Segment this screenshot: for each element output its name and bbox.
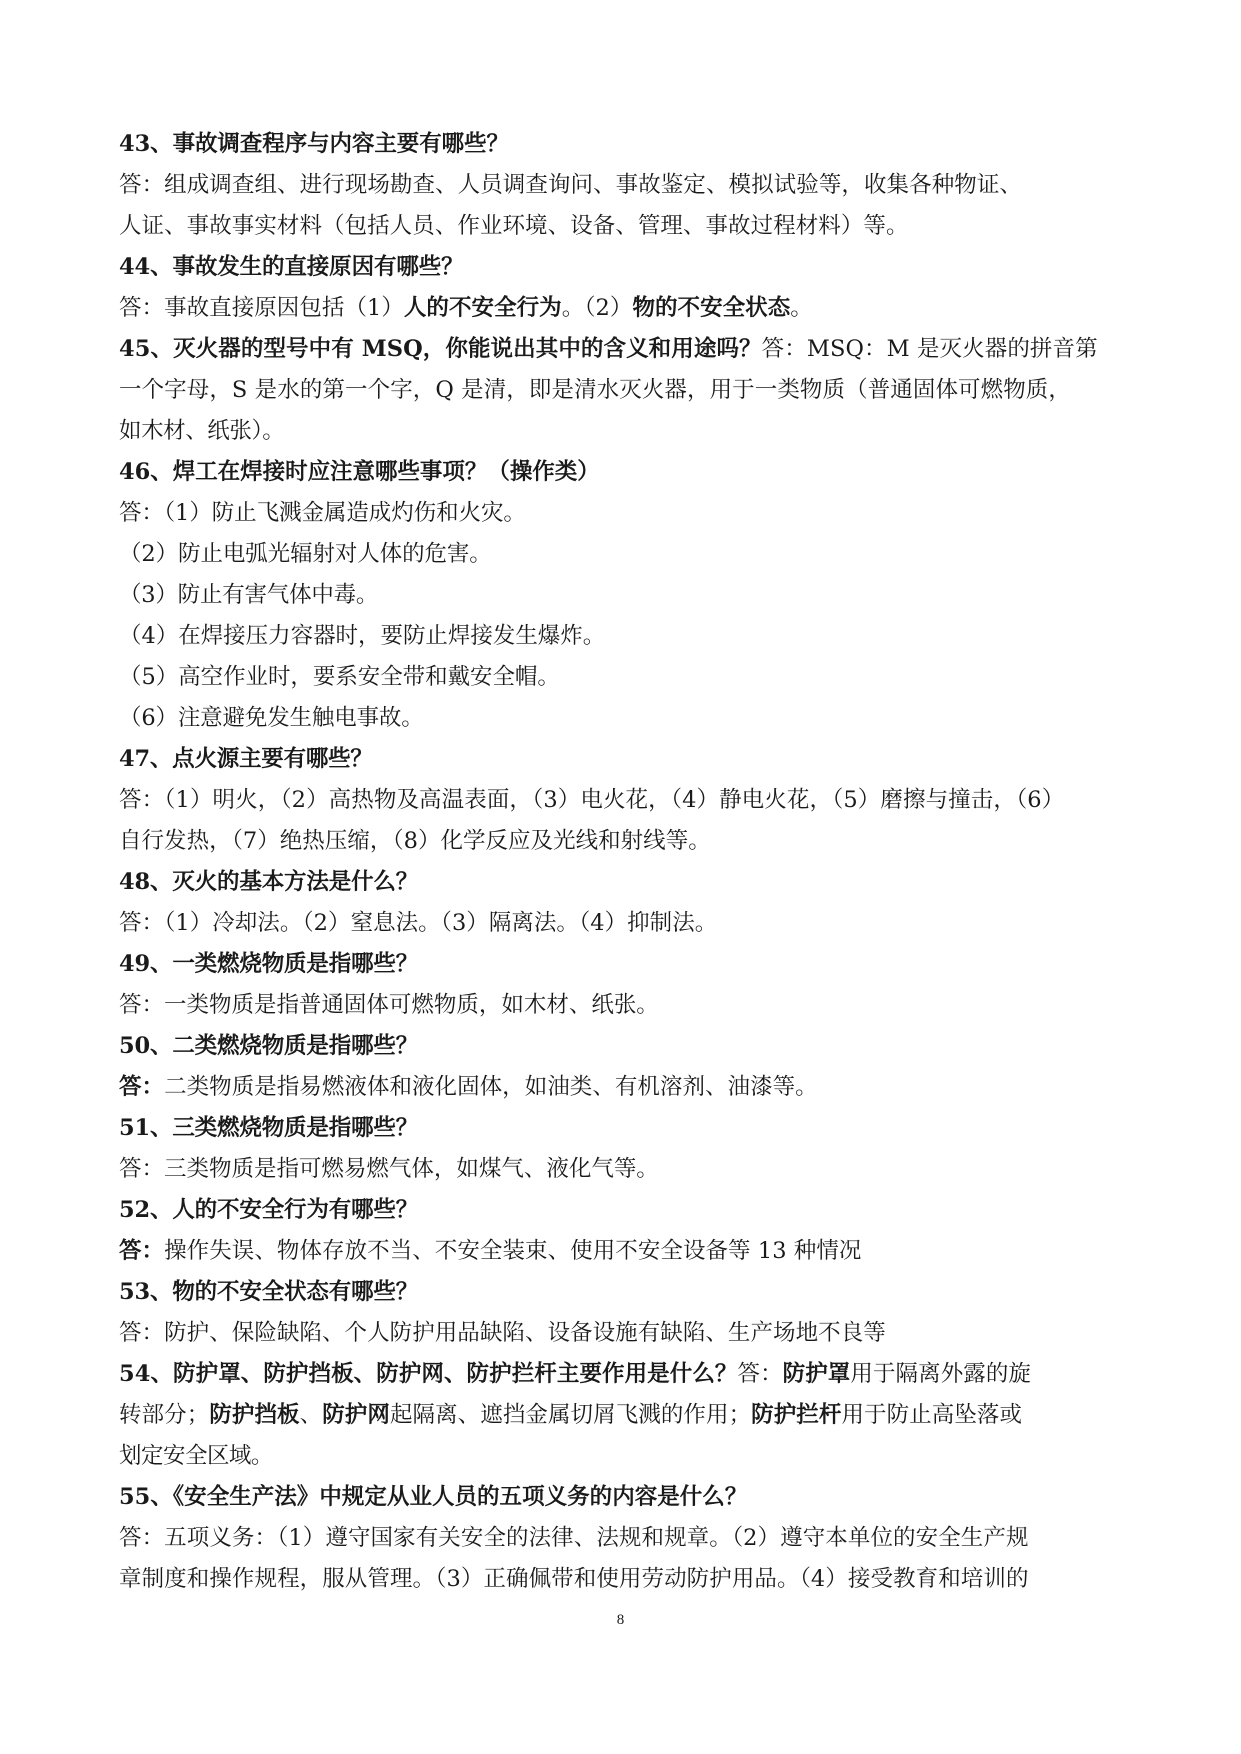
text-segment: 操作失误、物体存放不当、不安全装束、使用不安全设备等 13 种情况 — [164, 1238, 862, 1264]
bold-text-segment: 防护挡板 — [209, 1402, 300, 1428]
text-segment: （4）在焊接压力容器时，要防止焊接发生爆炸。 — [119, 623, 606, 649]
question-heading — [119, 1477, 1129, 1518]
text-segment: 起隔离、遮挡金属切屑飞溅的作用； — [389, 1402, 752, 1428]
question-heading — [119, 1190, 1129, 1231]
text-segment: 答：事故直接原因包括（1） — [119, 295, 404, 321]
answer-text-line — [119, 206, 1129, 247]
bold-text-segment: 43、事故调查程序与内容主要有哪些？ — [119, 131, 509, 157]
text-segment: 。 — [790, 295, 813, 321]
text-segment: 转部分； — [119, 1402, 210, 1428]
answer-text-line — [119, 288, 1129, 329]
answer-text-line — [119, 1395, 1129, 1436]
answer-text-line — [119, 534, 1129, 575]
question-heading — [119, 739, 1129, 780]
bold-text-segment: 防护网 — [322, 1402, 390, 1428]
text-segment: 。（2） — [561, 295, 633, 321]
text-segment: 用于隔离外露的旋 — [850, 1361, 1032, 1387]
answer-text-line — [119, 1559, 1129, 1600]
bold-text-segment: 45、灭火器的型号中有 MSQ，你能说出其中的含义和用途吗？ — [119, 336, 762, 362]
page-number: 8 — [616, 1612, 625, 1628]
bold-text-segment: 46、焊工在焊接时应注意哪些事项？（操作类） — [119, 459, 600, 485]
answer-text-line — [119, 903, 1129, 944]
answer-text-line — [119, 493, 1129, 534]
text-segment: （5）高空作业时，要系安全带和戴安全帽。 — [119, 664, 560, 690]
text-segment: 自行发热，（7）绝热压缩，（8）化学反应及光线和射线等。 — [119, 828, 711, 854]
text-segment: 二类物质是指易燃液体和液化固体，如油类、有机溶剂、油漆等。 — [164, 1074, 818, 1100]
bold-text-segment: 答： — [119, 1074, 165, 1100]
answer-text-line — [119, 1231, 1129, 1272]
bold-text-segment: 49、一类燃烧物质是指哪些？ — [119, 951, 419, 977]
bold-text-segment: 答： — [119, 1238, 165, 1264]
text-segment: 答： — [737, 1361, 783, 1387]
answer-text-line — [119, 1149, 1129, 1190]
bold-text-segment: 51、三类燃烧物质是指哪些？ — [119, 1115, 419, 1141]
question-heading — [119, 124, 1129, 165]
bold-text-segment: 52、人的不安全行为有哪些？ — [119, 1197, 419, 1223]
bold-text-segment: 55、《安全生产法》中规定从业人员的五项义务的内容是什么？ — [119, 1484, 748, 1510]
answer-text-line — [119, 1436, 1129, 1477]
question-heading — [119, 944, 1129, 985]
bold-text-segment: 物的不安全状态 — [632, 295, 791, 321]
answer-text-line — [119, 411, 1129, 452]
answer-text-line — [119, 370, 1129, 411]
answer-text-line — [119, 698, 1129, 739]
text-segment: 答：三类物质是指可燃易燃气体，如煤气、液化气等。 — [119, 1156, 659, 1182]
text-segment: 、 — [299, 1402, 323, 1428]
question-heading — [119, 1272, 1129, 1313]
text-segment: 答：五项义务：（1）遵守国家有关安全的法律、法规和规章。（2）遵守本单位的安全生产规 — [119, 1525, 1029, 1551]
answer-text-line — [119, 616, 1129, 657]
question-heading — [119, 247, 1129, 288]
question-heading — [119, 452, 1129, 493]
bold-text-segment: 47、点火源主要有哪些？ — [119, 746, 373, 772]
bold-text-segment: 50、二类燃烧物质是指哪些？ — [119, 1033, 419, 1059]
text-segment: 答：（1）防止飞溅金属造成灼伤和火灾。 — [119, 500, 526, 526]
bold-text-segment: 44、事故发生的直接原因有哪些？ — [119, 254, 464, 280]
bold-text-segment: 53、物的不安全状态有哪些？ — [119, 1279, 419, 1305]
answer-text-line — [119, 657, 1129, 698]
text-segment: 答：组成调查组、进行现场勘查、人员调查询问、事故鉴定、模拟试验等，收集各种物证、 — [119, 172, 1023, 198]
question-heading — [119, 1354, 1129, 1395]
document-body — [119, 124, 1129, 1600]
text-segment: 章制度和操作规程，服从管理。（3）正确佩带和使用劳动防护用品。（4）接受教育和培训的 — [119, 1566, 1029, 1592]
answer-text-line — [119, 1067, 1129, 1108]
text-segment: 一个字母，S 是水的第一个字，Q 是清，即是清水灭火器，用于一类物质（普通固体可燃物质， — [119, 377, 1071, 403]
answer-text-line — [119, 985, 1129, 1026]
bold-text-segment: 防护罩 — [782, 1361, 851, 1387]
text-segment: 答：（1）冷却法。（2）窒息法。（3）隔离法。（4）抑制法。 — [119, 910, 718, 936]
text-segment: 划定安全区域。 — [119, 1443, 273, 1469]
answer-text-line — [119, 575, 1129, 616]
text-segment: 答：一类物质是指普通固体可燃物质，如木材、纸张。 — [119, 992, 659, 1018]
text-segment: 答：防护、保险缺陷、个人防护用品缺陷、设备设施有缺陷、生产场地不良等 — [119, 1320, 886, 1346]
answer-text-line — [119, 1518, 1129, 1559]
text-segment: （3）防止有害气体中毒。 — [119, 582, 379, 608]
text-segment: 如木材、纸张）。 — [119, 418, 285, 444]
question-heading — [119, 329, 1129, 370]
text-segment: 答：MSQ：M 是灭火器的拼音第 — [761, 336, 1098, 362]
question-heading — [119, 862, 1129, 903]
answer-text-line — [119, 821, 1129, 862]
answer-text-line — [119, 165, 1129, 206]
text-segment: （2）防止电弧光辐射对人体的危害。 — [119, 541, 492, 567]
answer-text-line — [119, 1313, 1129, 1354]
question-heading — [119, 1108, 1129, 1149]
text-segment: （6）注意避免发生触电事故。 — [119, 705, 424, 731]
text-segment: 人证、事故事实材料（包括人员、作业环境、设备、管理、事故过程材料）等。 — [119, 213, 909, 239]
bold-text-segment: 48、灭火的基本方法是什么？ — [119, 869, 419, 895]
text-segment: 用于防止高坠落或 — [841, 1402, 1023, 1428]
answer-text-line — [119, 780, 1129, 821]
text-segment: 答：（1）明火，（2）高热物及高温表面，（3）电火花，（4）静电火花，（5）磨擦与撞击，（6） — [119, 787, 1065, 813]
question-heading — [119, 1026, 1129, 1067]
bold-text-segment: 防护拦杆 — [751, 1402, 842, 1428]
bold-text-segment: 人的不安全行为 — [403, 295, 562, 321]
bold-text-segment: 54、防护罩、防护挡板、防护网、防护拦杆主要作用是什么？ — [119, 1361, 738, 1387]
